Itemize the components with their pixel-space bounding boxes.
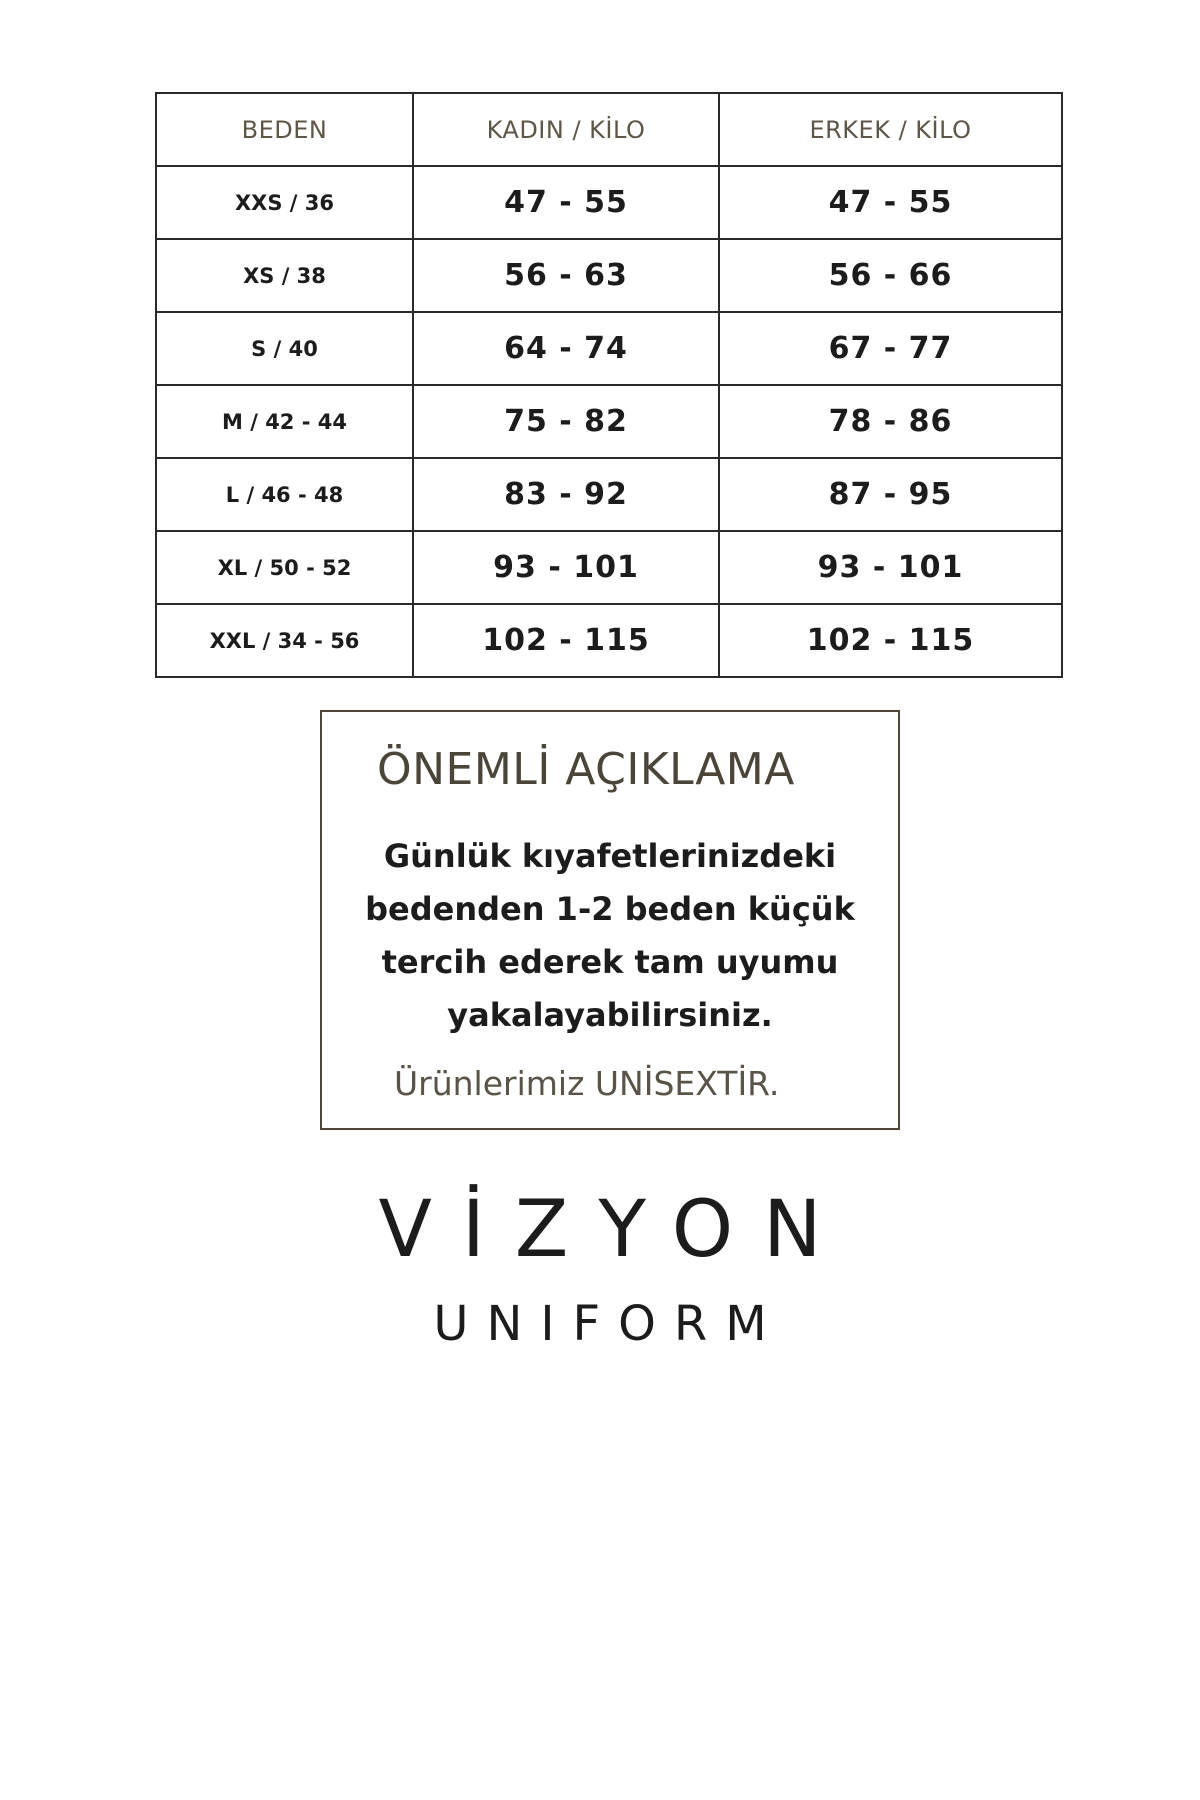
table-row xyxy=(156,458,1062,531)
header-size: BEDEN xyxy=(156,93,413,166)
size-cell: M / 42 - 44 xyxy=(156,385,413,458)
brand-logo-subtitle: UNIFORM xyxy=(433,1296,785,1352)
women-weight-cell: 64 - 74 xyxy=(413,312,719,385)
size-cell: XXL / 34 - 56 xyxy=(156,604,413,677)
size-cell: XL / 50 - 52 xyxy=(156,531,413,604)
men-weight-cell: 102 - 115 xyxy=(719,604,1062,677)
notice-body xyxy=(332,830,888,1042)
table-row xyxy=(156,531,1062,604)
table-row xyxy=(156,385,1062,458)
women-weight-cell: 83 - 92 xyxy=(413,458,719,531)
notice-body-line: yakalayabilirsiniz. xyxy=(447,996,773,1034)
notice-body-line: tercih ederek tam uyumu xyxy=(381,943,839,981)
important-notice-box xyxy=(320,710,900,1130)
women-weight-cell: 102 - 115 xyxy=(413,604,719,677)
brand-logo-name: VİZYON xyxy=(378,1185,852,1275)
size-cell: L / 46 - 48 xyxy=(156,458,413,531)
women-weight-cell: 56 - 63 xyxy=(413,239,719,312)
men-weight-cell: 87 - 95 xyxy=(719,458,1062,531)
table-row xyxy=(156,312,1062,385)
women-weight-cell: 75 - 82 xyxy=(413,385,719,458)
table-row xyxy=(156,166,1062,239)
notice-footer: Ürünlerimiz UNİSEXTİR. xyxy=(394,1064,780,1103)
men-weight-cell: 47 - 55 xyxy=(719,166,1062,239)
men-weight-cell: 56 - 66 xyxy=(719,239,1062,312)
header-men-weight: ERKEK / KİLO xyxy=(719,93,1062,166)
size-cell: S / 40 xyxy=(156,312,413,385)
notice-body-line: bedenden 1-2 beden küçük xyxy=(365,890,855,928)
header-women-weight: KADIN / KİLO xyxy=(413,93,719,166)
men-weight-cell: 78 - 86 xyxy=(719,385,1062,458)
men-weight-cell: 93 - 101 xyxy=(719,531,1062,604)
table-header-row xyxy=(156,93,1062,166)
women-weight-cell: 47 - 55 xyxy=(413,166,719,239)
notice-body-line: Günlük kıyafetlerinizdeki xyxy=(383,837,837,875)
size-cell: XXS / 36 xyxy=(156,166,413,239)
size-chart-table xyxy=(155,92,1063,678)
size-cell: XS / 38 xyxy=(156,239,413,312)
table-row xyxy=(156,604,1062,677)
women-weight-cell: 93 - 101 xyxy=(413,531,719,604)
notice-title: ÖNEMLİ AÇIKLAMA xyxy=(377,744,795,795)
men-weight-cell: 67 - 77 xyxy=(719,312,1062,385)
table-row xyxy=(156,239,1062,312)
